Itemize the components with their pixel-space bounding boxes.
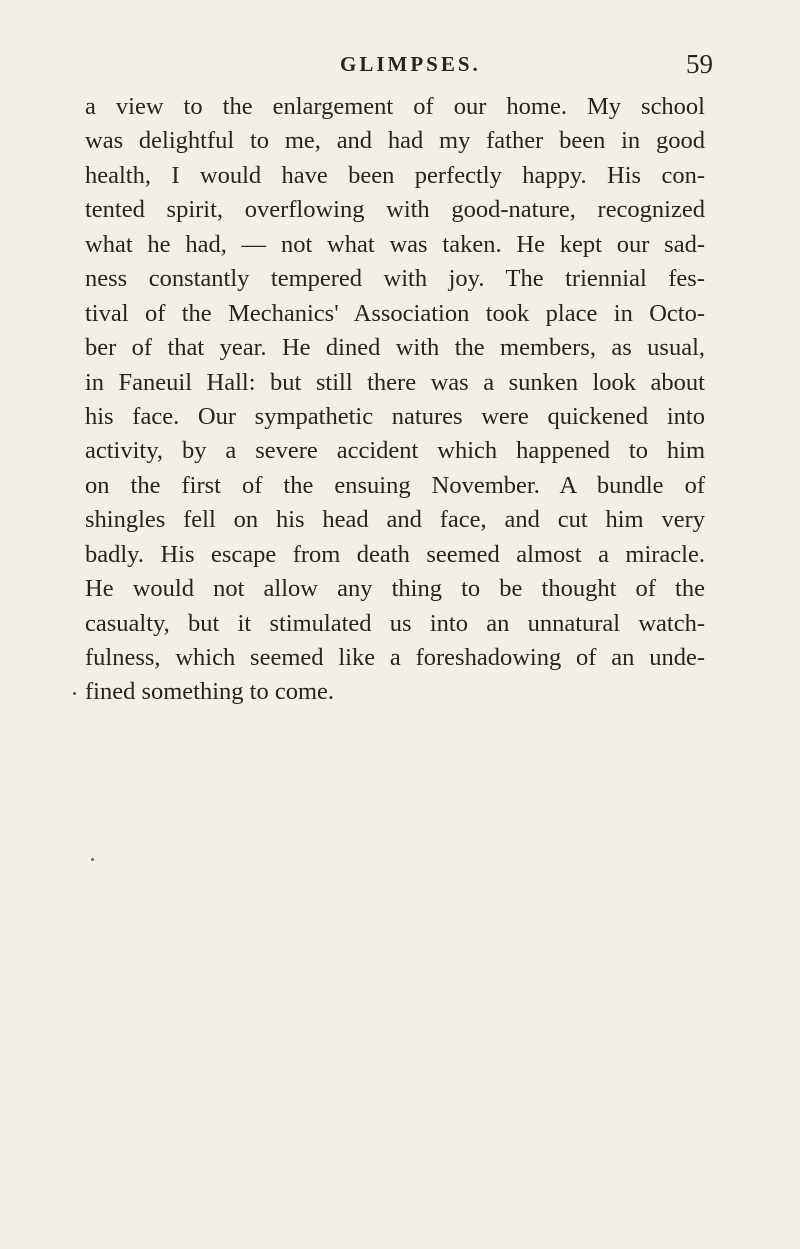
print-speck — [91, 858, 94, 861]
print-speck — [73, 692, 76, 695]
page-number: 59 — [686, 49, 713, 79]
running-head — [0, 49, 800, 92]
text-line: in Faneuil Hall: but still there was a sunken look about — [85, 368, 705, 396]
running-title: GLIMPSES. — [340, 52, 481, 76]
text-line: He would not allow any thing to be thought of the — [85, 575, 705, 603]
text-line: fined something to come. — [85, 678, 335, 706]
text-line: ber of that year. He dined with the members, as usual, — [85, 334, 705, 362]
text-line: what he had, — not what was taken. He kept our sad- — [85, 230, 705, 258]
text-line: his face. Our sympathetic natures were quickened into — [85, 402, 705, 430]
body-text — [85, 90, 705, 710]
text-line: shingles fell on his head and face, and cut him very — [85, 506, 705, 534]
text-line: health, I would have been perfectly happy. His con- — [85, 161, 705, 189]
text-line: fulness, which seemed like a foreshadowing of an unde- — [85, 644, 705, 671]
text-line: casualty, but it stimulated us into an unnatural watch- — [85, 609, 705, 637]
text-line: tival of the Mechanics' Association took place in Octo- — [85, 299, 705, 327]
text-line: badly. His escape from death seemed almost a miracle. — [85, 540, 705, 568]
text-line: tented spirit, overflowing with good-nature, recognized — [85, 196, 705, 224]
text-line: a view to the enlargement of our home. My school — [85, 93, 705, 120]
text-line: activity, by a severe accident which happened to him — [85, 437, 705, 465]
text-line: ness constantly tempered with joy. The triennial fes- — [85, 265, 705, 293]
text-line: was delightful to me, and had my father been in good — [85, 127, 705, 155]
text-line: on the first of the ensuing November. A bundle of — [85, 471, 705, 499]
